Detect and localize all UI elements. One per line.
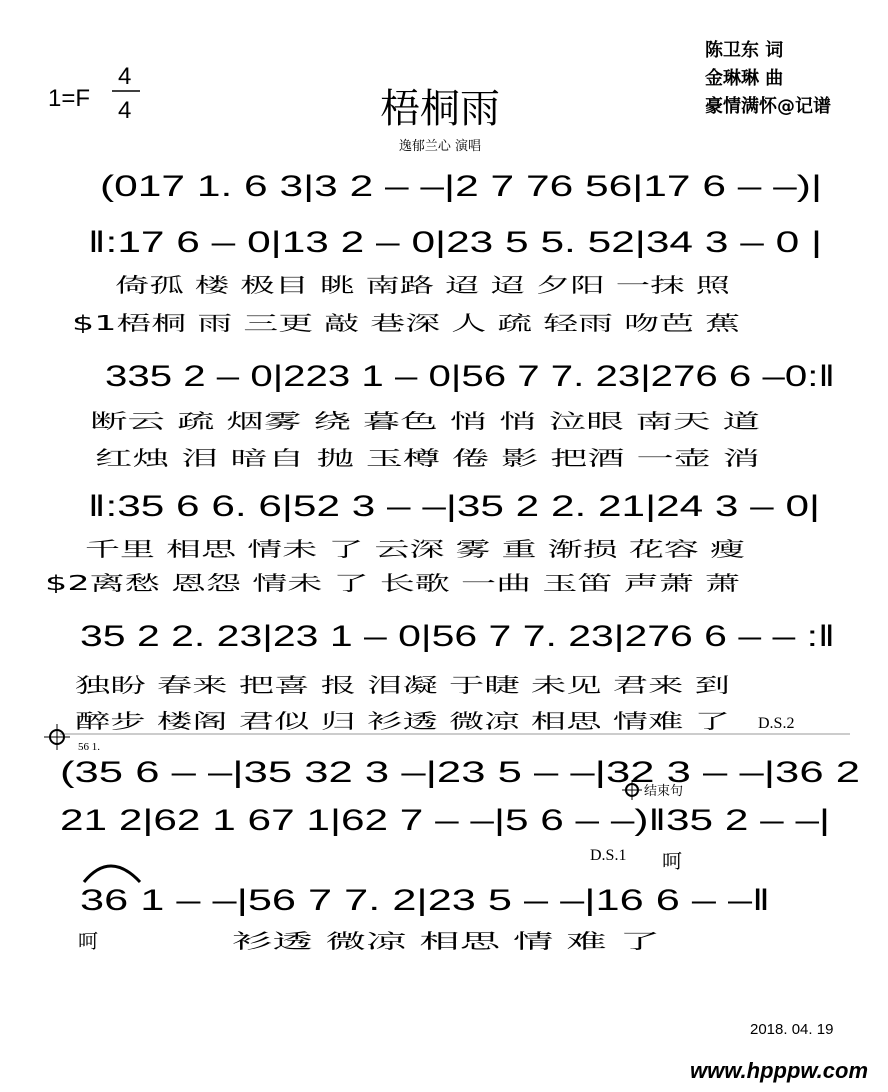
time-signature-top: 4 (118, 63, 132, 90)
time-signature-bottom: 4 (118, 97, 132, 124)
composer-credit: 金琳琳 曲 (705, 68, 784, 89)
website-watermark: www.hpppw.com (690, 1058, 869, 1083)
dal-segno-1: D.S.1 (590, 847, 627, 864)
lyrics-line-3b: 红烛 泪 暗自 抛 玉樽 倦 影 把酒 一壶 消 (95, 446, 760, 470)
tie-arc (84, 866, 140, 882)
lyrics-line-2a: 倚孤 楼 极目 眺 南路 迢 迢 夕阳 一抹 照 (115, 273, 732, 297)
song-title: 梧桐雨 (380, 86, 500, 132)
transcriber-credit: 豪情满怀@记谱 (705, 96, 831, 117)
notation-line-1: (017 1. 6 3|3 2 – –|2 7 76 56|17 6 – –)| (100, 170, 822, 203)
notation-line-6: (35 6 – –|35 32 3 –|23 5 – –|32 3 – –|36 2 (60, 756, 860, 789)
lyrics-line-2b: $1梧桐 雨 三更 敲 巷深 人 疏 轻雨 吻芭 蕉 (72, 311, 740, 335)
lyrics-line-5b: 醉步 楼阁 君似 归 衫透 微凉 相思 情难 了 (75, 709, 730, 733)
dal-segno-2: D.S.2 (758, 715, 795, 732)
coda-label: 结束句 (644, 784, 684, 799)
date: 2018. 04. 19 (750, 1021, 834, 1038)
lyrics-line-8: 衫透 微凉 相思 情 难 了 (232, 929, 660, 953)
lyric-he-1: 呵 (662, 849, 682, 873)
lyric-he-2: 呵 (78, 929, 98, 953)
lyrics-line-4a: 千里 相思 情未 了 云深 雾 重 渐损 花容 瘦 (85, 537, 745, 561)
notation-line-3: 335 2 – 0|223 1 – 0|56 7 7. 23|276 6 –0:‖ (105, 360, 835, 393)
lyrics-line-3a: 断云 疏 烟雾 绕 暮色 悄 悄 泣眼 南天 道 (90, 409, 760, 433)
notation-line-7: 21 2|62 1 67 1|62 7 – –|5 6 – –)‖35 2 – –| (60, 804, 830, 837)
singer-credit: 逸郁兰心 演唱 (398, 139, 482, 154)
coda-icon (44, 724, 70, 750)
lyricist-credit: 陈卫东 词 (705, 40, 784, 61)
key-signature: 1=F (48, 85, 91, 112)
notation-line-4: ‖:35 6 6. 6|52 3 – –|35 2 2. 21|24 3 – 0| (88, 490, 820, 523)
grace-notes: 56 1. (78, 741, 100, 753)
lyrics-line-5a: 独盼 春来 把喜 报 泪凝 于睫 未见 君来 到 (75, 673, 730, 697)
notation-line-8: 36 1 – –|56 7 7. 2|23 5 – –|16 6 – –‖ (80, 884, 770, 917)
lyrics-line-4b: $2离愁 恩怨 情未 了 长歌 一曲 玉笛 声萧 萧 (45, 571, 740, 595)
notation-line-2: ‖:17 6 – 0|13 2 – 0|23 5 5. 52|34 3 – 0 | (88, 226, 822, 259)
notation-line-5: 35 2 2. 23|23 1 – 0|56 7 7. 23|276 6 – – :‖ (80, 620, 835, 653)
